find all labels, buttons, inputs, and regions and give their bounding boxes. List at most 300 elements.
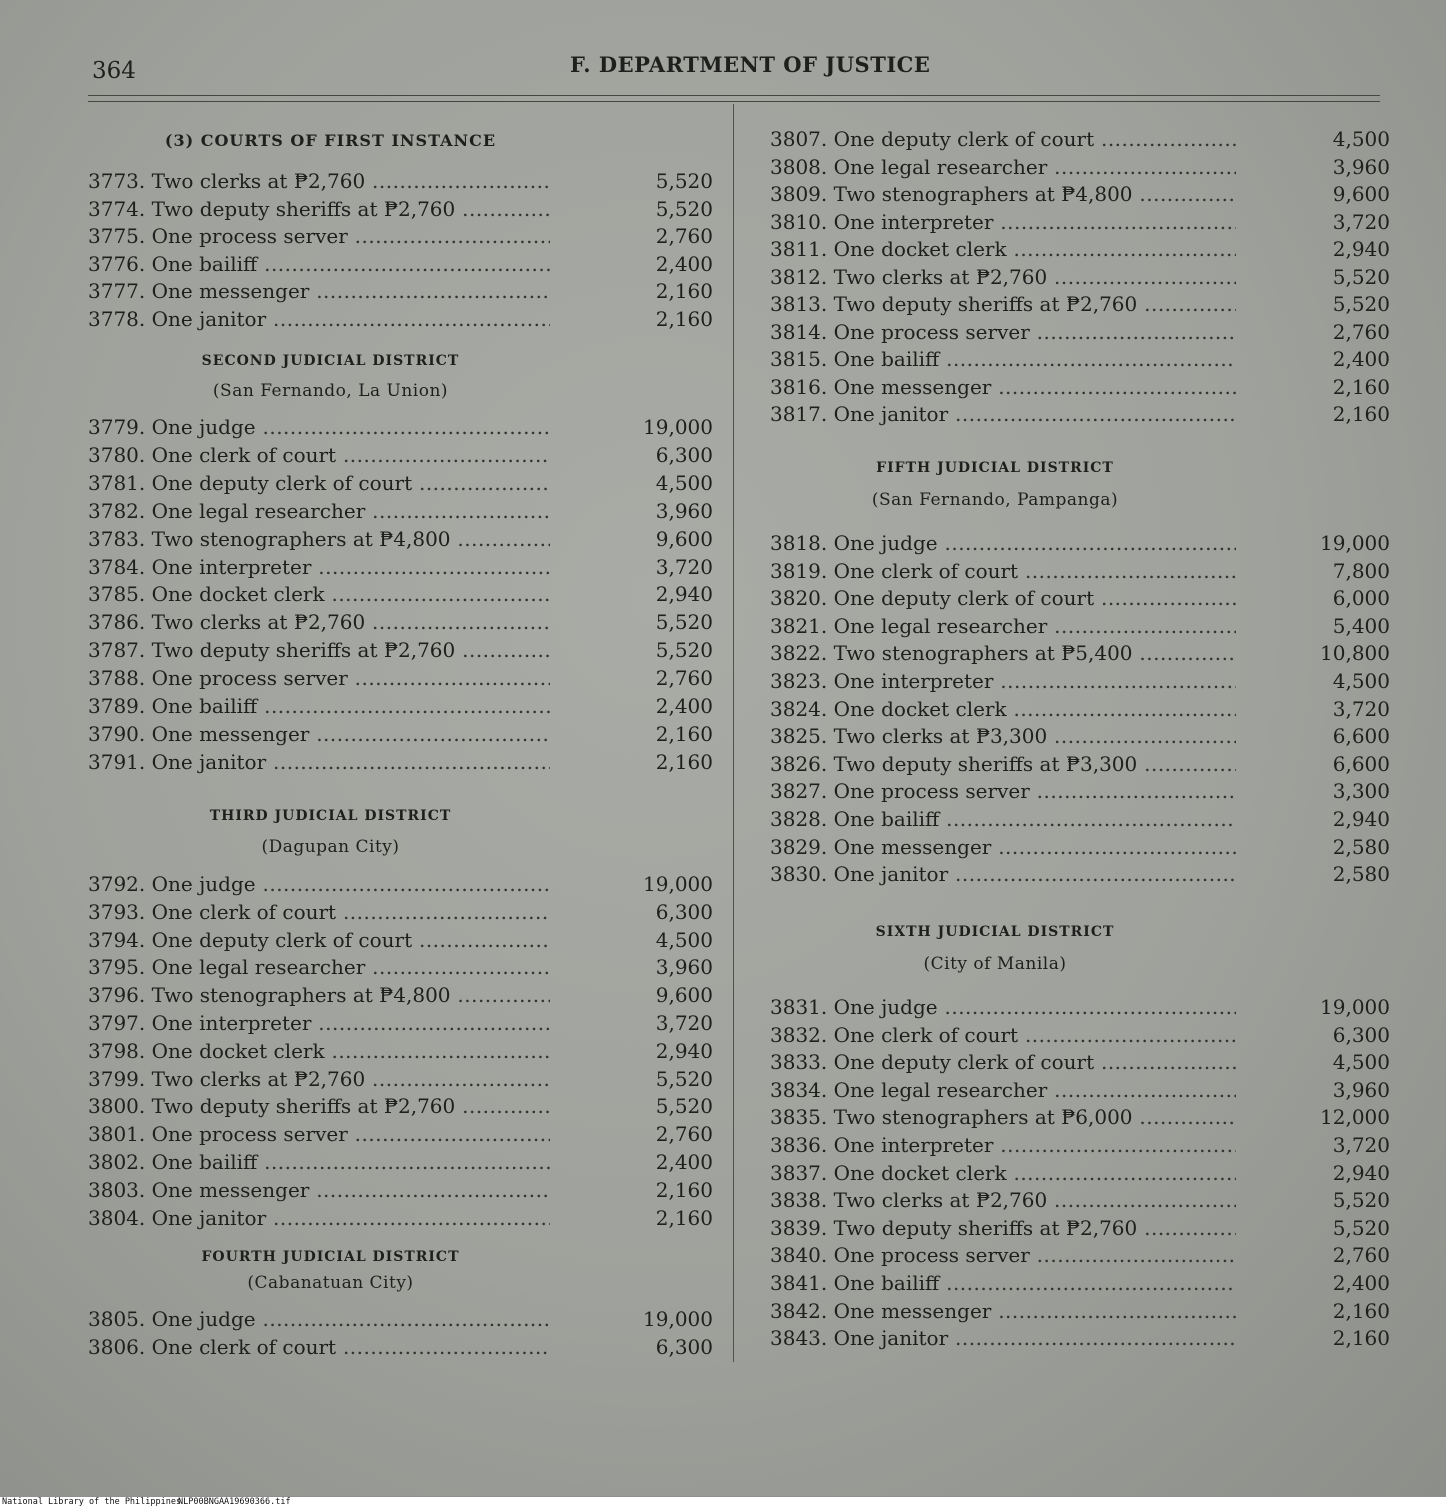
line-item: [770, 558, 1390, 584]
line-item: [770, 696, 1390, 722]
item-description: [88, 1010, 550, 1036]
item-number: 3834.: [770, 1077, 828, 1102]
item-description: [770, 154, 1236, 180]
item-number: 3841.: [770, 1271, 828, 1295]
item-description: [88, 1038, 550, 1064]
item-number: 3813.: [770, 292, 828, 316]
item-number: 3828.: [770, 807, 828, 831]
item-description: [770, 1049, 1236, 1075]
column-divider: [733, 104, 734, 1362]
item-number: 3793.: [88, 899, 146, 924]
item-text: One docket clerk: [151, 582, 325, 607]
line-item: [88, 414, 713, 440]
item-amount: 5,520: [655, 610, 713, 635]
item-amount: 2,160: [655, 307, 713, 331]
item-text: One interpreter: [151, 554, 312, 579]
item-number: 3835.: [770, 1105, 828, 1130]
line-item: [770, 778, 1390, 804]
item-number: 3839.: [770, 1215, 828, 1240]
item-amount: 6,300: [655, 442, 713, 467]
item-text: One deputy clerk of court: [833, 127, 1095, 151]
line-item: [88, 554, 713, 580]
item-text: Two deputy sheriffs at ₱2,760: [151, 638, 456, 663]
item-description: [770, 1022, 1236, 1048]
item-amount: 2,160: [655, 1177, 713, 1202]
item-number: 3817.: [770, 402, 828, 426]
item-description: [770, 319, 1236, 345]
item-number: 3836.: [770, 1133, 828, 1157]
item-number: 3819.: [770, 558, 828, 583]
item-description: [88, 609, 550, 635]
scan-footer: [0, 1497, 1446, 1508]
item-text: One deputy clerk of court: [833, 586, 1095, 611]
line-item: [770, 751, 1390, 777]
item-description: [770, 209, 1236, 235]
item-amount: 6,300: [655, 899, 713, 924]
page-number: 364: [92, 58, 136, 84]
item-amount: 6,600: [1332, 751, 1390, 776]
item-number: 3810.: [770, 209, 828, 234]
item-description: [770, 291, 1236, 317]
item-number: 3774.: [88, 196, 146, 221]
item-text: One judge: [833, 531, 938, 555]
item-description: [88, 982, 550, 1008]
item-amount: 5,520: [1332, 1215, 1390, 1240]
item-amount: 19,000: [643, 415, 713, 439]
district-heading: SECOND JUDICIAL DISTRICT: [201, 353, 460, 369]
header-rule: [88, 95, 1380, 96]
line-item: [88, 1149, 713, 1175]
item-description: [88, 1121, 550, 1147]
line-item: [88, 871, 713, 897]
item-description: [770, 1187, 1236, 1213]
item-text: One clerk of court: [833, 558, 1019, 583]
item-text: One deputy clerk of court: [151, 470, 413, 495]
district-place: (San Fernando, La Union): [212, 381, 449, 401]
item-amount: 3,960: [1332, 1077, 1390, 1102]
item-text: One janitor: [833, 862, 949, 887]
item-number: 3799.: [88, 1066, 146, 1091]
item-amount: 3,960: [655, 498, 713, 523]
line-item: [88, 1066, 713, 1092]
item-description: [770, 530, 1236, 556]
item-description: [88, 693, 550, 719]
item-number: 3807.: [770, 127, 828, 151]
item-description: [770, 1160, 1236, 1186]
item-number: 3777.: [88, 279, 146, 304]
line-item: [770, 1049, 1390, 1075]
item-number: 3802.: [88, 1150, 146, 1174]
item-number: 3832.: [770, 1022, 828, 1047]
item-number: 3800.: [88, 1094, 146, 1119]
item-text: One judge: [151, 415, 256, 439]
item-amount: 3,960: [655, 955, 713, 980]
line-item: [770, 1325, 1390, 1351]
district-place: (City of Manila): [923, 954, 1067, 974]
item-amount: 5,520: [655, 1066, 713, 1091]
item-text: One judge: [151, 872, 256, 896]
line-item: [88, 581, 713, 607]
item-amount: 4,500: [1332, 1050, 1390, 1075]
district-heading: THIRD JUDICIAL DISTRICT: [209, 808, 452, 824]
item-amount: 6,000: [1332, 586, 1390, 611]
item-number: 3820.: [770, 586, 828, 611]
item-text: One docket clerk: [833, 1160, 1007, 1185]
item-text: One interpreter: [833, 209, 994, 234]
line-item: [770, 401, 1390, 427]
item-number: 3814.: [770, 319, 828, 344]
line-item: [770, 723, 1390, 749]
file-name: NLP00BNGAA19690366.tif: [178, 1497, 291, 1507]
item-amount: 2,940: [1332, 237, 1390, 261]
item-text: One process server: [833, 1243, 1030, 1268]
item-amount: 2,940: [1332, 1160, 1390, 1185]
line-item: [88, 306, 713, 332]
item-description: [770, 1077, 1236, 1103]
item-amount: 3,720: [1332, 1133, 1390, 1157]
item-number: 3809.: [770, 182, 828, 206]
courts-heading: (3) COURTS OF FIRST INSTANCE: [164, 131, 497, 150]
item-number: 3843.: [770, 1326, 828, 1351]
item-text: One janitor: [833, 1326, 949, 1351]
item-text: Two clerks at ₱2,760: [151, 169, 366, 193]
item-text: One legal researcher: [151, 498, 366, 523]
item-description: [88, 442, 550, 468]
item-amount: 9,600: [655, 526, 713, 551]
item-description: [88, 526, 550, 552]
line-item: [88, 609, 713, 635]
line-item: [88, 168, 713, 194]
item-amount: 3,720: [1332, 696, 1390, 721]
item-description: [88, 637, 550, 663]
line-item: [88, 470, 713, 496]
item-number: 3775.: [88, 224, 146, 249]
item-number: 3790.: [88, 721, 146, 746]
item-text: One clerk of court: [833, 1022, 1019, 1047]
line-item: [88, 526, 713, 552]
item-text: One janitor: [151, 749, 267, 774]
item-text: One legal researcher: [151, 955, 366, 980]
item-description: [88, 470, 550, 496]
item-text: One interpreter: [833, 1133, 994, 1157]
item-description: [88, 871, 550, 897]
line-item: [88, 196, 713, 222]
item-amount: 3,720: [655, 1011, 713, 1035]
item-number: 3801.: [88, 1122, 146, 1147]
item-amount: 2,400: [655, 251, 713, 276]
item-description: [770, 1242, 1236, 1268]
item-text: One legal researcher: [833, 154, 1048, 179]
item-description: [770, 181, 1236, 207]
line-item: [88, 637, 713, 663]
item-description: [88, 927, 550, 953]
item-text: One bailiff: [151, 1150, 258, 1174]
line-item: [770, 346, 1390, 372]
item-amount: 2,400: [655, 694, 713, 718]
item-description: [88, 251, 550, 277]
item-text: Two stenographers at ₱5,400: [833, 641, 1133, 666]
item-number: 3815.: [770, 347, 828, 371]
item-description: [770, 640, 1236, 666]
item-description: [88, 899, 550, 925]
line-item: [88, 251, 713, 277]
item-description: [770, 126, 1236, 152]
item-amount: 5,520: [655, 196, 713, 221]
line-item: [770, 1298, 1390, 1324]
item-text: One clerk of court: [151, 899, 337, 924]
item-description: [770, 1215, 1236, 1241]
line-item: [770, 806, 1390, 832]
item-amount: 4,500: [655, 470, 713, 495]
item-description: [770, 1298, 1236, 1324]
item-text: Two deputy sheriffs at ₱2,760: [833, 292, 1138, 316]
line-item: [770, 1187, 1390, 1213]
line-item: [88, 693, 713, 719]
item-number: 3840.: [770, 1243, 828, 1268]
item-number: 3781.: [88, 470, 146, 495]
item-amount: 2,940: [655, 582, 713, 607]
item-text: One process server: [151, 224, 348, 249]
item-text: One janitor: [833, 402, 949, 426]
item-amount: 2,160: [655, 749, 713, 774]
item-amount: 5,520: [1332, 264, 1390, 289]
item-text: Two stenographers at ₱4,800: [833, 182, 1133, 206]
item-amount: 2,160: [1332, 402, 1390, 426]
line-item: [770, 1104, 1390, 1130]
item-amount: 5,520: [1332, 292, 1390, 316]
item-amount: 4,500: [655, 927, 713, 952]
line-item: [770, 861, 1390, 887]
item-description: [770, 585, 1236, 611]
item-description: [88, 749, 550, 775]
item-number: 3784.: [88, 554, 146, 579]
item-amount: 3,720: [1332, 209, 1390, 234]
line-item: [770, 1077, 1390, 1103]
district-place: (Cabanatuan City): [247, 1273, 414, 1293]
item-description: [770, 861, 1236, 887]
item-description: [770, 723, 1236, 749]
item-amount: 2,760: [655, 666, 713, 691]
item-amount: 2,160: [655, 721, 713, 746]
item-number: 3792.: [88, 872, 146, 896]
line-item: [770, 530, 1390, 556]
item-number: 3838.: [770, 1188, 828, 1213]
item-amount: 19,000: [643, 872, 713, 896]
item-number: 3842.: [770, 1298, 828, 1323]
line-item: [770, 585, 1390, 611]
item-number: 3787.: [88, 638, 146, 663]
item-text: Two stenographers at ₱4,800: [151, 526, 451, 551]
line-item: [770, 264, 1390, 290]
item-amount: 2,400: [1332, 1271, 1390, 1295]
line-item: [770, 613, 1390, 639]
item-number: 3780.: [88, 442, 146, 467]
item-amount: 2,160: [1332, 374, 1390, 399]
item-number: 3818.: [770, 531, 828, 555]
item-text: Two deputy sheriffs at ₱3,300: [833, 751, 1138, 776]
item-amount: 2,160: [655, 1205, 713, 1230]
item-text: One bailiff: [833, 807, 940, 831]
item-amount: 2,400: [1332, 347, 1390, 371]
item-amount: 3,720: [655, 554, 713, 579]
item-number: 3795.: [88, 955, 146, 980]
item-amount: 10,800: [1320, 641, 1390, 666]
line-item: [770, 834, 1390, 860]
line-item: [770, 1160, 1390, 1186]
item-text: One janitor: [151, 1205, 267, 1230]
item-amount: 5,520: [655, 638, 713, 663]
line-item: [770, 994, 1390, 1020]
item-text: Two stenographers at ₱4,800: [151, 983, 451, 1008]
item-description: [88, 306, 550, 332]
line-item: [770, 668, 1390, 694]
item-text: One bailiff: [833, 347, 940, 371]
item-number: 3816.: [770, 374, 828, 399]
district-heading: SIXTH JUDICIAL DISTRICT: [875, 924, 1115, 940]
item-description: [88, 1093, 550, 1119]
item-text: Two clerks at ₱3,300: [833, 724, 1048, 749]
item-text: One process server: [151, 666, 348, 691]
item-amount: 2,760: [1332, 1243, 1390, 1268]
item-text: Two deputy sheriffs at ₱2,760: [151, 1094, 456, 1119]
page-title: F. DEPARTMENT OF JUSTICE: [570, 52, 931, 77]
line-item: [88, 721, 713, 747]
item-description: [770, 346, 1236, 372]
item-amount: 2,760: [1332, 319, 1390, 344]
line-item: [88, 1038, 713, 1064]
item-number: 3791.: [88, 749, 146, 774]
item-amount: 5,520: [655, 169, 713, 193]
item-description: [88, 1177, 550, 1203]
item-text: Two clerks at ₱2,760: [833, 264, 1048, 289]
item-text: One messenger: [151, 1177, 310, 1202]
line-item: [88, 927, 713, 953]
item-description: [88, 581, 550, 607]
item-amount: 6,300: [655, 1334, 713, 1359]
line-item: [770, 236, 1390, 262]
line-item: [770, 181, 1390, 207]
line-item: [88, 1177, 713, 1203]
item-description: [88, 196, 550, 222]
item-amount: 9,600: [655, 983, 713, 1008]
item-description: [770, 834, 1236, 860]
item-amount: 2,580: [1332, 862, 1390, 887]
district-heading: FOURTH JUDICIAL DISTRICT: [201, 1249, 460, 1265]
item-text: One judge: [151, 1307, 256, 1331]
item-number: 3821.: [770, 613, 828, 638]
item-number: 3785.: [88, 582, 146, 607]
line-item: [770, 291, 1390, 317]
line-item: [770, 209, 1390, 235]
item-text: One deputy clerk of court: [151, 927, 413, 952]
item-amount: 6,300: [1332, 1022, 1390, 1047]
item-description: [770, 806, 1236, 832]
district-place: (San Fernando, Pampanga): [871, 490, 1119, 510]
item-description: [770, 1325, 1236, 1351]
item-amount: 2,760: [655, 1122, 713, 1147]
district-heading: FIFTH JUDICIAL DISTRICT: [876, 460, 1114, 476]
item-description: [770, 264, 1236, 290]
line-item: [770, 154, 1390, 180]
item-description: [770, 1270, 1236, 1296]
item-number: 3798.: [88, 1038, 146, 1063]
item-text: One docket clerk: [151, 1038, 325, 1063]
item-text: Two clerks at ₱2,760: [833, 1188, 1048, 1213]
item-number: 3825.: [770, 724, 828, 749]
item-amount: 19,000: [1320, 531, 1390, 555]
item-amount: 3,960: [1332, 154, 1390, 179]
item-description: [770, 778, 1236, 804]
item-number: 3779.: [88, 415, 146, 439]
item-number: 3837.: [770, 1160, 828, 1185]
item-amount: 3,300: [1332, 779, 1390, 804]
item-amount: 5,520: [655, 1094, 713, 1119]
item-number: 3796.: [88, 983, 146, 1008]
item-amount: 2,400: [655, 1150, 713, 1174]
item-text: One janitor: [151, 307, 267, 331]
line-item: [88, 1010, 713, 1036]
item-text: One messenger: [833, 1298, 992, 1323]
item-description: [770, 994, 1236, 1020]
item-text: Two stenographers at ₱6,000: [833, 1105, 1133, 1130]
line-item: [88, 1093, 713, 1119]
item-description: [88, 498, 550, 524]
item-number: 3786.: [88, 610, 146, 635]
item-text: One interpreter: [833, 669, 994, 693]
line-item: [88, 442, 713, 468]
item-text: One bailiff: [151, 694, 258, 718]
item-text: Two deputy sheriffs at ₱2,760: [151, 196, 456, 221]
item-description: [88, 665, 550, 691]
item-description: [770, 696, 1236, 722]
item-description: [770, 1132, 1236, 1158]
item-number: 3804.: [88, 1205, 146, 1230]
item-description: [88, 1066, 550, 1092]
line-item: [770, 1132, 1390, 1158]
item-text: One bailiff: [151, 251, 258, 276]
item-amount: 5,400: [1332, 613, 1390, 638]
item-text: One legal researcher: [833, 613, 1048, 638]
item-amount: 2,160: [1332, 1298, 1390, 1323]
item-number: 3833.: [770, 1050, 828, 1075]
item-number: 3823.: [770, 669, 828, 693]
item-description: [88, 1306, 550, 1332]
item-text: One docket clerk: [833, 696, 1007, 721]
item-description: [770, 668, 1236, 694]
line-item: [88, 749, 713, 775]
item-amount: 2,940: [655, 1038, 713, 1063]
item-number: 3778.: [88, 307, 146, 331]
item-text: One docket clerk: [833, 237, 1007, 261]
line-item: [770, 640, 1390, 666]
item-description: [88, 1334, 550, 1360]
item-number: 3794.: [88, 927, 146, 952]
item-number: 3782.: [88, 498, 146, 523]
item-description: [88, 278, 550, 304]
item-number: 3822.: [770, 641, 828, 666]
line-item: [88, 498, 713, 524]
item-text: One bailiff: [833, 1271, 940, 1295]
item-text: One legal researcher: [833, 1077, 1048, 1102]
item-number: 3803.: [88, 1177, 146, 1202]
item-text: One clerk of court: [151, 1334, 337, 1359]
item-description: [770, 374, 1236, 400]
item-description: [88, 721, 550, 747]
line-item: [770, 1215, 1390, 1241]
item-number: 3831.: [770, 995, 828, 1019]
line-item: [770, 374, 1390, 400]
line-item: [770, 1022, 1390, 1048]
